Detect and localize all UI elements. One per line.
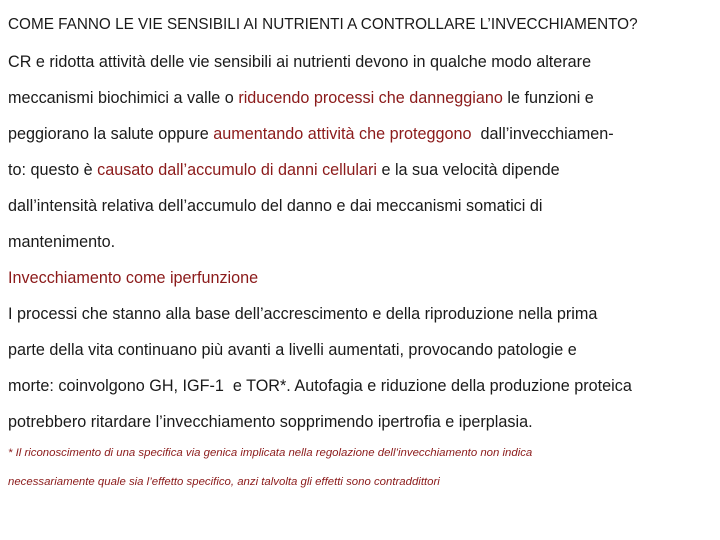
footnote-line2 xyxy=(8,475,440,489)
paragraph2-line1: I processi che stanno alla base dell’accrescimento e della riproduzione nella prima xyxy=(8,305,598,323)
paragraph1-line5: dall’intensità relativa dell’accumulo del danno e dai meccanismi somatici di xyxy=(8,197,543,215)
highlight-increasing-protective-activities: aumentando attività che proteggono xyxy=(213,125,472,143)
paragraph2-line4: potrebbero ritardare l’invecchiamento sopprimendo ipertrofia e iperplasia. xyxy=(8,413,533,431)
paragraph1-line3-text-a: peggiorano la salute oppure xyxy=(8,125,214,143)
paragraph1-line4-text-b: e la sua velocità dipende xyxy=(376,161,560,179)
highlight-reducing-damaging-processes: riducendo processi che danneggiano xyxy=(238,89,503,107)
paragraph1-line4 xyxy=(8,160,560,180)
footnote-line2-text: necessariamente quale sia l’effetto specifico, anzi talvolta gli effetti sono contraddittori xyxy=(8,476,440,488)
slide-title: COME FANNO LE VIE SENSIBILI AI NUTRIENTI A CONTROLLARE L’INVECCHIAMENTO? xyxy=(8,16,638,33)
paragraph1-line2-text-b: le funzioni e xyxy=(502,89,594,107)
paragraph2-line3: morte: coinvolgono GH, IGF-1 e TOR*. Autofagia e riduzione della produzione proteica xyxy=(8,377,632,395)
subheading-hyperfunction: Invecchiamento come iperfunzione xyxy=(8,269,259,287)
paragraph1-line2-text-a: meccanismi biochimici a valle o xyxy=(8,89,239,107)
footnote-line1 xyxy=(8,446,532,460)
paragraph1-line6: mantenimento. xyxy=(8,233,116,251)
paragraph1-line3 xyxy=(8,124,614,144)
paragraph1-line4-text-a: to: questo è xyxy=(8,161,98,179)
paragraph1-line1: CR e ridotta attività delle vie sensibili ai nutrienti devono in qualche modo alterare xyxy=(8,53,592,71)
footnote-line1-text: * Il riconoscimento di una specifica via genica implicata nella regolazione dell’invecchiamento non indica xyxy=(8,447,533,459)
highlight-cellular-damage-accumulation: causato dall’accumulo di danni cellulari xyxy=(97,161,377,179)
paragraph1-line3-text-b: dall’invecchiamen- xyxy=(471,125,614,143)
paragraph2-line2: parte della vita continuano più avanti a livelli aumentati, provocando patologie e xyxy=(8,341,577,359)
paragraph1-line2 xyxy=(8,88,594,108)
